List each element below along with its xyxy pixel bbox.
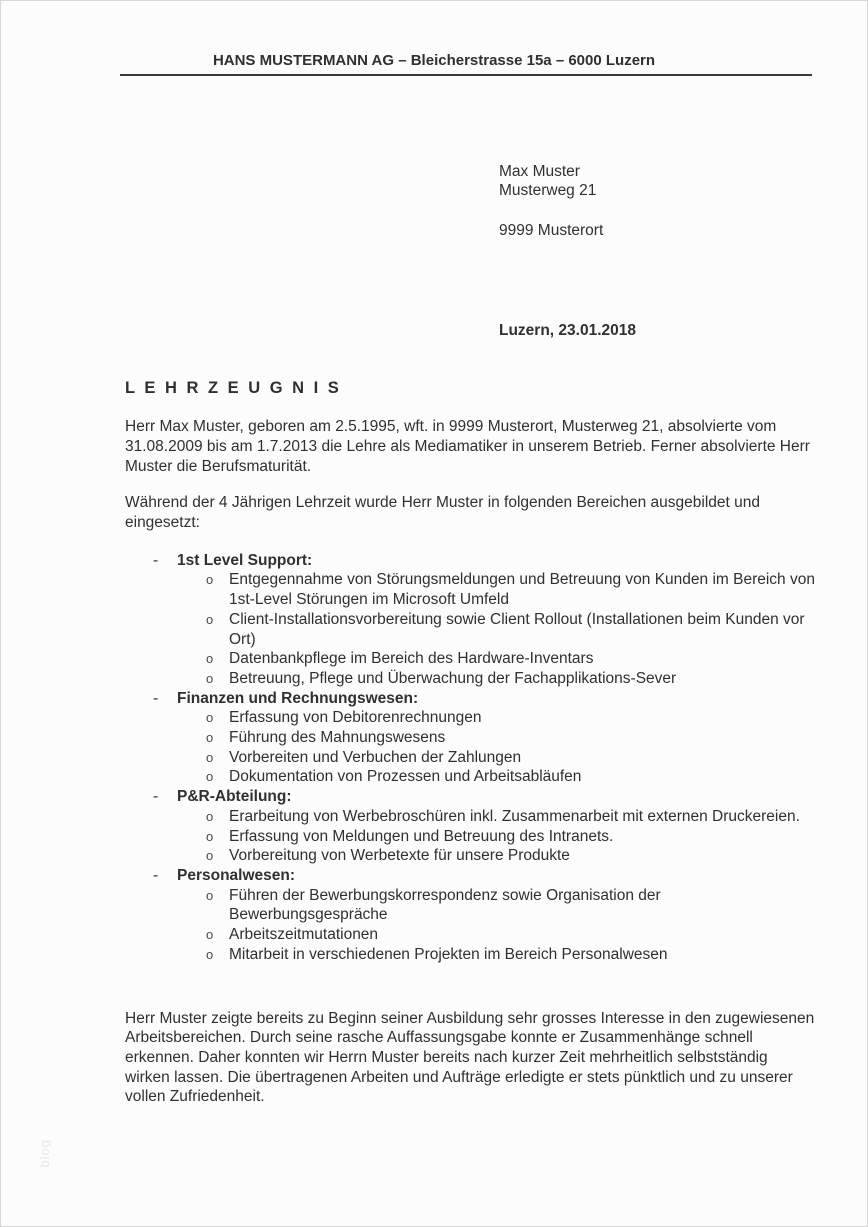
dash-bullet-icon: - xyxy=(153,689,159,707)
list-item-text: Führen der Bewerbungskorrespondenz sowie Organisation der Bewerbungsgespräche xyxy=(229,886,661,924)
list-item-text: Mitarbeit in verschiedenen Projekten im Bereich Personalwesen xyxy=(229,945,668,963)
list-item xyxy=(125,945,815,965)
document-title: L E H R Z E U G N I S xyxy=(125,378,342,397)
list-item-text: Erfassung von Meldungen und Betreuung des Intranets. xyxy=(229,827,614,845)
circle-bullet-icon: o xyxy=(206,611,214,627)
letterhead-rule xyxy=(120,74,812,76)
section-heading: Finanzen und Rechnungswesen: xyxy=(177,689,419,707)
circle-bullet-icon: o xyxy=(206,927,214,943)
list-item-text: Client-Installationsvorbereitung sowie Client Rollout (Installationen beim Kunden vor Ort) xyxy=(229,610,805,648)
dash-bullet-icon: - xyxy=(153,551,159,569)
intro-paragraph-1: Herr Max Muster, geboren am 2.5.1995, wft. in 9999 Musterort, Musterweg 21, absolvierte vom 31.08.2009 bis am 1.7.2013 die Lehre als Mediamatiker in unserem Betrieb. Ferner absolvierte Herr Muster die Berufsmaturität. xyxy=(125,418,810,475)
circle-bullet-icon: o xyxy=(206,946,214,962)
circle-bullet-icon: o xyxy=(206,848,214,864)
list-item-text: Führung des Mahnungswesens xyxy=(229,729,446,747)
list-item xyxy=(125,669,815,689)
list-item xyxy=(125,886,815,925)
list-item-text: Vorbereitung von Werbetexte für unsere Produkte xyxy=(229,847,570,865)
circle-bullet-icon: o xyxy=(206,710,214,726)
recipient-name: Max Muster xyxy=(499,162,580,180)
circle-bullet-icon: o xyxy=(206,572,214,588)
list-item-text: Betreuung, Pflege und Überwachung der Fachapplikations-Sever xyxy=(229,669,677,687)
list-item-text: Entgegennahme von Störungsmeldungen und Betreuung von Kunden im Bereich von 1st-Level Störungen im Microsoft Umfeld xyxy=(229,571,815,609)
list-item xyxy=(125,925,815,945)
list-item xyxy=(125,708,815,728)
circle-bullet-icon: o xyxy=(206,769,214,785)
section-heading: 1st Level Support: xyxy=(177,551,313,569)
list-item xyxy=(125,846,815,866)
list-item xyxy=(125,649,815,669)
list-item-text: Datenbankpflege im Bereich des Hardware-Inventars xyxy=(229,650,594,668)
closing-paragraph: Herr Muster zeigte bereits zu Beginn seiner Ausbildung sehr grosses Interesse in den zugewiesenen Arbeitsbereichen. Durch seine rasche Auffassungsgabe konnte er Zusammenhänge schnell erkennen. Daher konnten wir Herrn Muster bereits nach kurzer Zeit mehrheitlich selbstständig wirken lassen. Die übertragenen Arbeiten und Aufträge erledigte er stets pünktlich und zu unserer vollen Zufriedenheit. xyxy=(125,1009,815,1106)
section-heading-row xyxy=(125,866,815,886)
circle-bullet-icon: o xyxy=(206,887,214,903)
blog-watermark: blog xyxy=(37,1139,52,1168)
list-item xyxy=(125,610,815,649)
recipient-street: Musterweg 21 xyxy=(499,182,597,200)
list-item-text: Dokumentation von Prozessen und Arbeitsabläufen xyxy=(229,768,582,786)
circle-bullet-icon: o xyxy=(206,730,214,746)
list-item xyxy=(125,570,815,609)
intro-paragraph-2: Während der 4 Jährigen Lehrzeit wurde Herr Muster in folgenden Bereichen ausgebildet und eingesetzt: xyxy=(125,494,761,532)
list-item xyxy=(125,728,815,748)
circle-bullet-icon: o xyxy=(206,808,214,824)
list-item-text: Vorbereiten und Verbuchen der Zahlungen xyxy=(229,748,522,766)
letter-body xyxy=(1,162,867,1107)
list-item xyxy=(125,827,815,847)
training-areas-list xyxy=(125,551,815,965)
list-item-text: Arbeitszeitmutationen xyxy=(229,926,379,944)
section-heading: Personalwesen: xyxy=(177,866,296,884)
letterhead-company-line: HANS MUSTERMANN AG – Bleicherstrasse 15a – 6000 Luzern xyxy=(212,52,656,69)
circle-bullet-icon: o xyxy=(206,651,214,667)
section-heading-row xyxy=(125,689,815,709)
recipient-block xyxy=(125,162,815,241)
dash-bullet-icon: - xyxy=(153,866,159,884)
list-item xyxy=(125,807,815,827)
list-item-text: Erarbeitung von Werbebroschüren inkl. Zusammenarbeit mit externen Druckereien. xyxy=(229,807,800,825)
date-line: Luzern, 23.01.2018 xyxy=(499,321,636,339)
circle-bullet-icon: o xyxy=(206,670,214,686)
section-heading-row xyxy=(125,551,815,571)
circle-bullet-icon: o xyxy=(206,828,214,844)
section-heading: P&R-Abteilung: xyxy=(177,788,292,806)
recipient-city: 9999 Musterort xyxy=(499,222,604,240)
list-item xyxy=(125,748,815,768)
dash-bullet-icon: - xyxy=(153,788,159,806)
section-heading-row xyxy=(125,787,815,807)
list-item-text: Erfassung von Debitorenrechnungen xyxy=(229,709,482,727)
circle-bullet-icon: o xyxy=(206,749,214,765)
list-item xyxy=(125,767,815,787)
